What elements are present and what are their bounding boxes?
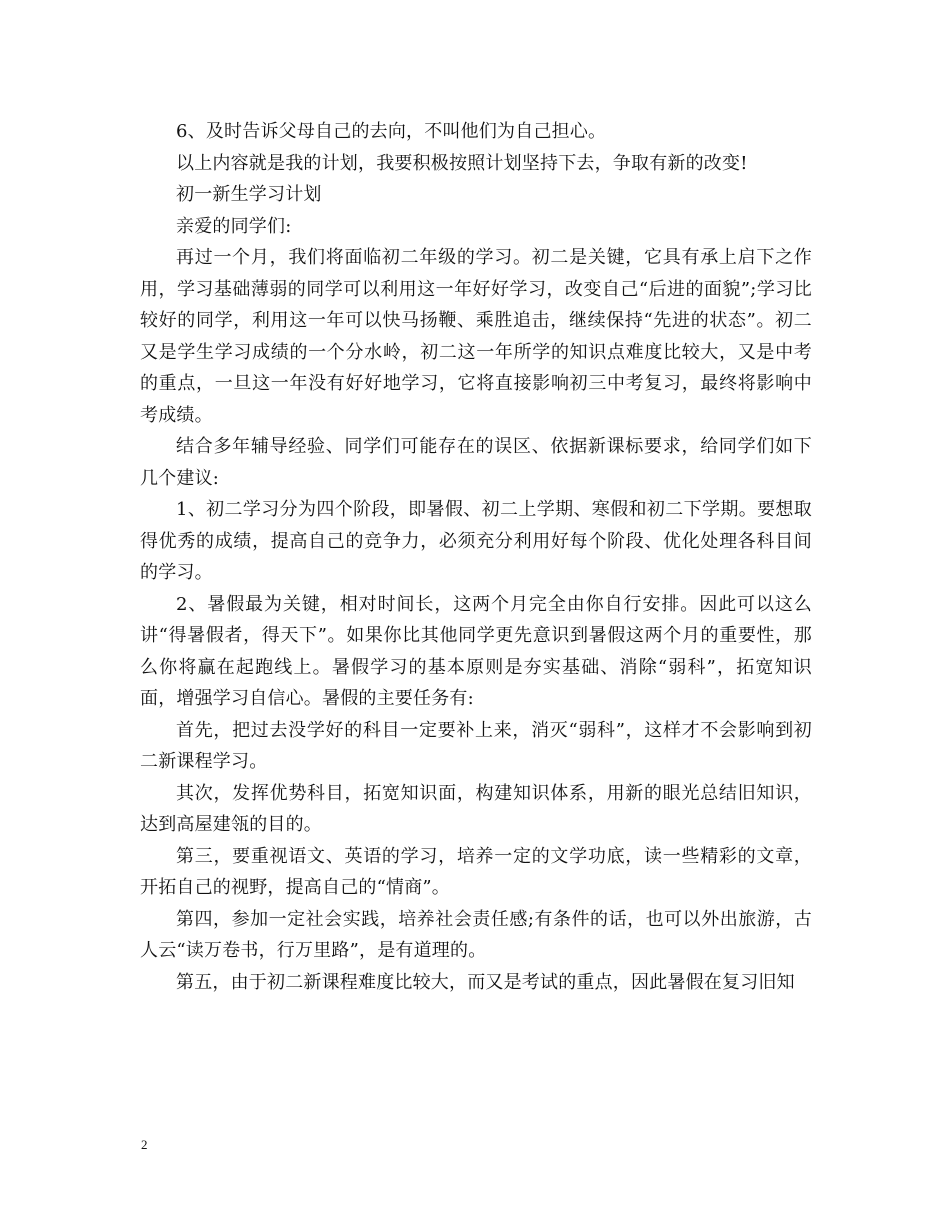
paragraph-third: 第三，要重视语文、英语的学习，培养一定的文学功底，读一些精彩的文章，开拓自己的视野，提高自己的“情商”。 (140, 845, 812, 898)
paragraph-summary: 以上内容就是我的计划，我要积极按照计划坚持下去，争取有新的改变! (176, 152, 748, 174)
paragraph-item-6: 6、及时告诉父母自己的去向，不叫他们为自己担心。 (176, 121, 607, 142)
paragraph-second: 其次，发挥优势科目，拓宽知识面，构建知识体系，用新的眼光总结旧知识，达到高屋建瓴的目的。 (140, 782, 812, 835)
paragraph-first: 首先，把过去没学好的科目一定要补上来，消灭“弱科”，这样才不会影响到初二新课程学习。 (140, 719, 812, 772)
paragraph-advice-intro: 结合多年辅导经验、同学们可能存在的误区、依据新课标要求，给同学们如下几个建议: (140, 436, 812, 489)
paragraph-fifth: 第五，由于初二新课程难度比较大，而又是考试的重点，因此暑假在复习旧知 (176, 971, 795, 993)
salutation: 亲爱的同学们: (176, 215, 292, 237)
document-body (140, 116, 812, 998)
paragraph-fourth: 第四，参加一定社会实践，培养社会责任感;有条件的话，也可以外出旅游，古人云“读万卷书，行万里路”，是有道理的。 (140, 908, 812, 961)
section-title: 初一新生学习计划 (176, 184, 322, 205)
paragraph-intro: 再过一个月，我们将面临初二年级的学习。初二是关键，它具有承上启下之作用，学习基础薄弱的同学可以利用这一年好好学习，改变自己“后进的面貌”;学习比较好的同学，利用这一年可以快马扬鞭、乘胜追击，继续保持“先进的状态”。初二又是学生学习成绩的一个分水岭，初二这一年所学的知识点难度比较大，又是中考的重点，一旦这一年没有好好地学习，它将直接影响初三中考复习，最终将影响中考成绩。 (140, 247, 812, 426)
page-number: 2 (141, 1137, 148, 1152)
paragraph-advice-2: 2、暑假最为关键，相对时间长，这两个月完全由你自行安排。因此可以这么讲“得暑假者，得天下”。如果你比其他同学更先意识到暑假这两个月的重要性，那么你将赢在起跑线上。暑假学习的基本原则是夯实基础、消除“弱科”，拓宽知识面，增强学习自信心。暑假的主要任务有: (140, 593, 812, 709)
paragraph-advice-1: 1、初二学习分为四个阶段，即暑假、初二上学期、寒假和初二下学期。要想取得优秀的成绩，提高自己的竞争力，必须充分利用好每个阶段、优化处理各科目间的学习。 (140, 499, 812, 583)
